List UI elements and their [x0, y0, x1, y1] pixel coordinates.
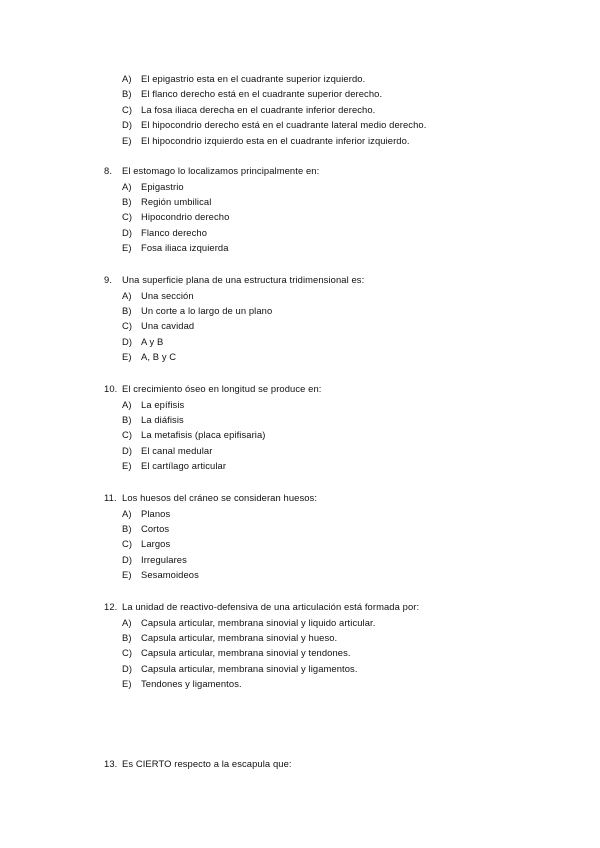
option-letter: C) [122, 429, 133, 441]
option-text: El canal medular [141, 444, 213, 456]
question-text: Los huesos del cráneo se consideran huesos: [122, 492, 318, 503]
option-text: La epífisis [141, 398, 185, 410]
option-b [104, 521, 574, 536]
option-letter: D) [122, 662, 133, 674]
option-e [104, 676, 574, 691]
option-c [104, 427, 574, 442]
option-a [104, 288, 574, 303]
option-text: Fosa iliaca izquierda [141, 242, 229, 254]
option-e [104, 567, 574, 582]
option-text: Epigastrio [141, 180, 184, 192]
option-text: Capsula articular, membrana sinovial y liquido articular. [141, 616, 376, 628]
option-text: La diáfisis [141, 413, 184, 425]
option-letter: C) [122, 647, 133, 659]
option-letter: C) [122, 538, 133, 550]
option-letter: E) [122, 678, 132, 690]
option-b [104, 194, 574, 209]
option-letter: E) [122, 460, 132, 472]
option-letter: B) [122, 522, 132, 534]
option-d [104, 443, 574, 458]
question-number: 9. [104, 274, 113, 285]
option-letter: E) [122, 569, 132, 581]
question-heading [104, 272, 574, 288]
option-text: El flanco derecho está en el cuadrante superior derecho. [141, 88, 383, 100]
option-b [104, 630, 574, 645]
option-text: Largos [141, 538, 171, 550]
option-d [104, 225, 574, 240]
option-letter: A) [122, 398, 132, 410]
option-text: Tendones y ligamentos. [141, 678, 242, 690]
option-b [104, 303, 574, 318]
option-c [104, 645, 574, 660]
option-text: Capsula articular, membrana sinovial y tendones. [141, 647, 351, 659]
option-text: Una sección [141, 289, 194, 301]
option-letter: D) [122, 444, 133, 456]
option-c [104, 536, 574, 551]
option-a [104, 506, 574, 521]
option-letter: B) [122, 413, 132, 425]
option-text: La metafisis (placa epifisaria) [141, 429, 266, 441]
option-c [104, 209, 574, 224]
question-text: La unidad de reactivo-defensiva de una articulación está formada por: [122, 601, 420, 612]
option-text: Hipocondrio derecho [141, 211, 230, 223]
question-number: 12. [104, 601, 118, 612]
question-11 [104, 490, 574, 582]
option-letter: C) [122, 211, 133, 223]
option-e [104, 458, 574, 473]
option-text: El hipocondrio derecho está en el cuadrante lateral medio derecho. [141, 119, 427, 131]
question-13 [104, 756, 574, 772]
option-e [104, 349, 574, 364]
question-text: Es CIERTO respecto a la escapula que: [122, 758, 292, 769]
question-text: El crecimiento óseo en longitud se produce en: [122, 383, 322, 394]
option-letter: B) [122, 304, 132, 316]
question-text: Una superficie plana de una estructura tridimensional es: [122, 274, 365, 285]
option-letter: B) [122, 88, 132, 100]
option-text: Sesamoideos [141, 569, 199, 581]
question-heading [104, 599, 574, 615]
option-text: Cortos [141, 522, 170, 534]
question-8 [104, 163, 574, 255]
option-a [104, 179, 574, 194]
option-letter: C) [122, 320, 133, 332]
question-number: 11. [104, 492, 117, 503]
option-letter: A) [122, 180, 132, 192]
option-b [104, 86, 574, 101]
option-text: Región umbilical [141, 195, 212, 207]
question-number: 8. [104, 165, 113, 176]
option-letter: C) [122, 103, 133, 115]
option-text: A, B y C [141, 351, 177, 363]
option-letter: A) [122, 507, 132, 519]
question-heading [104, 756, 574, 772]
option-text: Capsula articular, membrana sinovial y hueso. [141, 631, 338, 643]
option-letter: D) [122, 119, 133, 131]
option-letter: E) [122, 134, 132, 146]
option-text: Un corte a lo largo de un plano [141, 304, 273, 316]
option-a [104, 397, 574, 412]
question-7-options [104, 71, 574, 148]
question-heading [104, 163, 574, 179]
option-text: Irregulares [141, 553, 187, 565]
option-text: El cartílago articular [141, 460, 227, 472]
option-text: La fosa iliaca derecha en el cuadrante inferior derecho. [141, 103, 376, 115]
option-letter: E) [122, 351, 132, 363]
option-text: Planos [141, 507, 171, 519]
question-number: 10. [104, 383, 118, 394]
option-c [104, 102, 574, 117]
question-heading [104, 381, 574, 397]
option-letter: A) [122, 289, 132, 301]
option-d [104, 334, 574, 349]
option-d [104, 661, 574, 676]
option-d [104, 552, 574, 567]
question-number: 13. [104, 758, 118, 769]
option-text: Flanco derecho [141, 226, 208, 238]
option-e [104, 240, 574, 255]
option-letter: E) [122, 242, 132, 254]
option-letter: A) [122, 73, 132, 84]
question-10 [104, 381, 574, 473]
question-heading [104, 490, 574, 506]
question-12 [104, 599, 574, 691]
option-letter: B) [122, 195, 132, 207]
option-d [104, 117, 574, 132]
option-text: A y B [141, 335, 164, 347]
option-text: El epigastrio esta en el cuadrante superior izquierdo. [141, 73, 366, 84]
option-letter: D) [122, 335, 133, 347]
option-text: Capsula articular, membrana sinovial y ligamentos. [141, 662, 358, 674]
option-letter: D) [122, 553, 133, 565]
option-letter: A) [122, 616, 132, 628]
question-text: El estomago lo localizamos principalmente en: [122, 165, 320, 176]
option-letter: B) [122, 631, 132, 643]
option-text: El hipocondrio izquierdo esta en el cuadrante inferior izquierdo. [141, 134, 410, 146]
option-e [104, 133, 574, 148]
question-9 [104, 272, 574, 364]
option-a [104, 615, 574, 630]
option-letter: D) [122, 226, 133, 238]
option-b [104, 412, 574, 427]
option-c [104, 318, 574, 333]
option-a [104, 71, 574, 86]
option-text: Una cavidad [141, 320, 195, 332]
